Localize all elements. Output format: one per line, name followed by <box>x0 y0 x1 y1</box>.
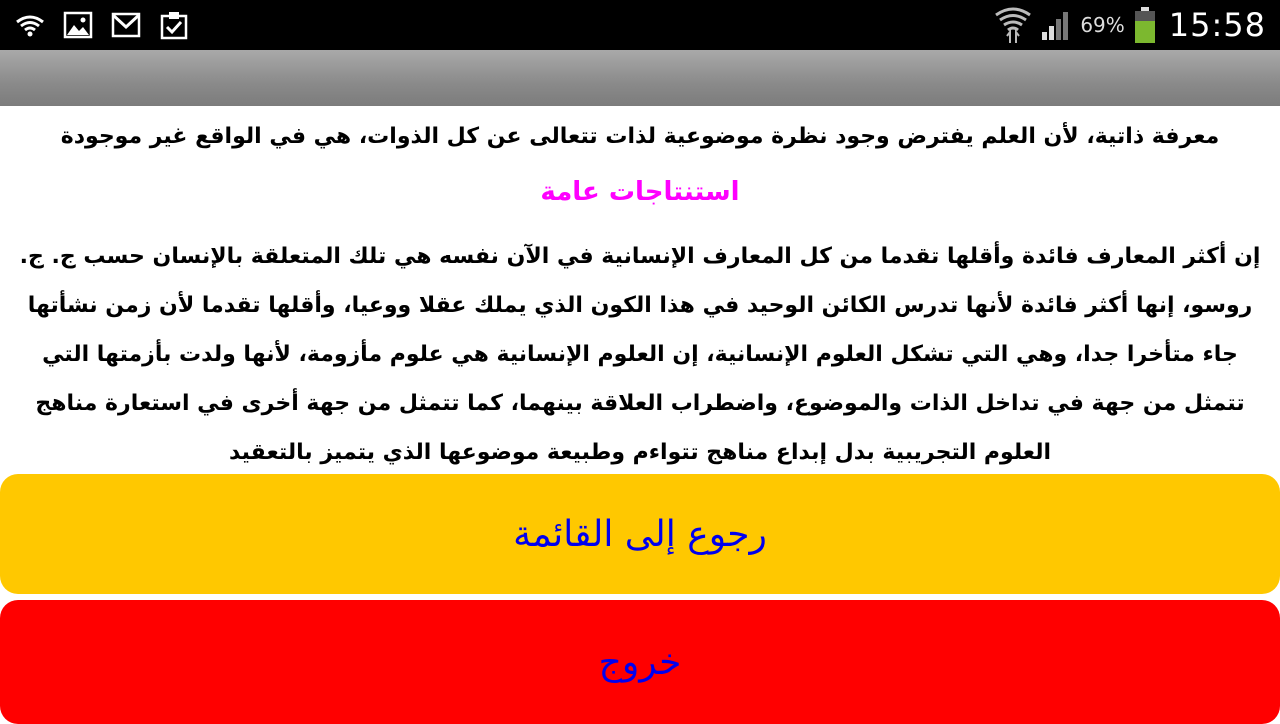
wifi-icon <box>14 9 46 41</box>
article-paragraph <box>0 232 1280 477</box>
paragraph-line: إن أكثر المعارف فائدة وأقلها تقدما من كل المعارف الإنسانية في الآن نفسه هي تلك المتعلقة بالإنسان حسب ج. ج. <box>19 244 1261 269</box>
paragraph-line: جاء متأخرا جدا، وهي التي تشكل العلوم الإنسانية، إن العلوم الإنسانية هي علوم مأزومة، لأنها ولدت بأزمتها التي <box>42 342 1238 367</box>
exit-button[interactable] <box>0 600 1280 724</box>
battery-icon <box>1133 6 1157 44</box>
battery-percentage: 69% <box>1080 13 1125 37</box>
image-notification-icon <box>62 9 94 41</box>
article-text-line: معرفة ذاتية، لأن العلم يفترض وجود نظرة موضوعية لذات تتعالى عن كل الذوات، هي في الواقع غير موجودة <box>60 124 1220 149</box>
clipboard-check-icon <box>158 9 190 41</box>
back-to-menu-button[interactable] <box>0 474 1280 594</box>
article-content <box>0 106 1280 474</box>
clock: 15:58 <box>1168 6 1266 44</box>
wifi-signal-icon <box>994 5 1032 45</box>
system-status <box>994 4 1266 46</box>
status-bar <box>0 0 1280 50</box>
paragraph-line: روسو، إنها أكثر فائدة لأنها تدرس الكائن الوحيد في هذا الكون الذي يملك عقلا ووعيا، وأقلها تقدما لأن زمن نشأتها <box>27 293 1253 318</box>
section-heading: استنتاجات عامة <box>540 177 740 207</box>
mail-notification-icon <box>110 9 142 41</box>
paragraph-line: تتمثل من جهة في تداخل الذات والموضوع، واضطراب العلاقة بينهما، كما تتمثل من جهة أخرى في استعارة مناهج <box>35 391 1245 416</box>
notification-icons <box>14 8 190 42</box>
paragraph-line: العلوم التجريبية بدل إبداع مناهج تتواءم وطبيعة موضوعها الذي يتميز بالتعقيد <box>228 440 1052 465</box>
exit-label: خروج <box>598 641 682 683</box>
app-toolbar <box>0 50 1280 106</box>
back-to-menu-label: رجوع إلى القائمة <box>513 513 767 555</box>
cell-signal-icon <box>1040 8 1072 42</box>
